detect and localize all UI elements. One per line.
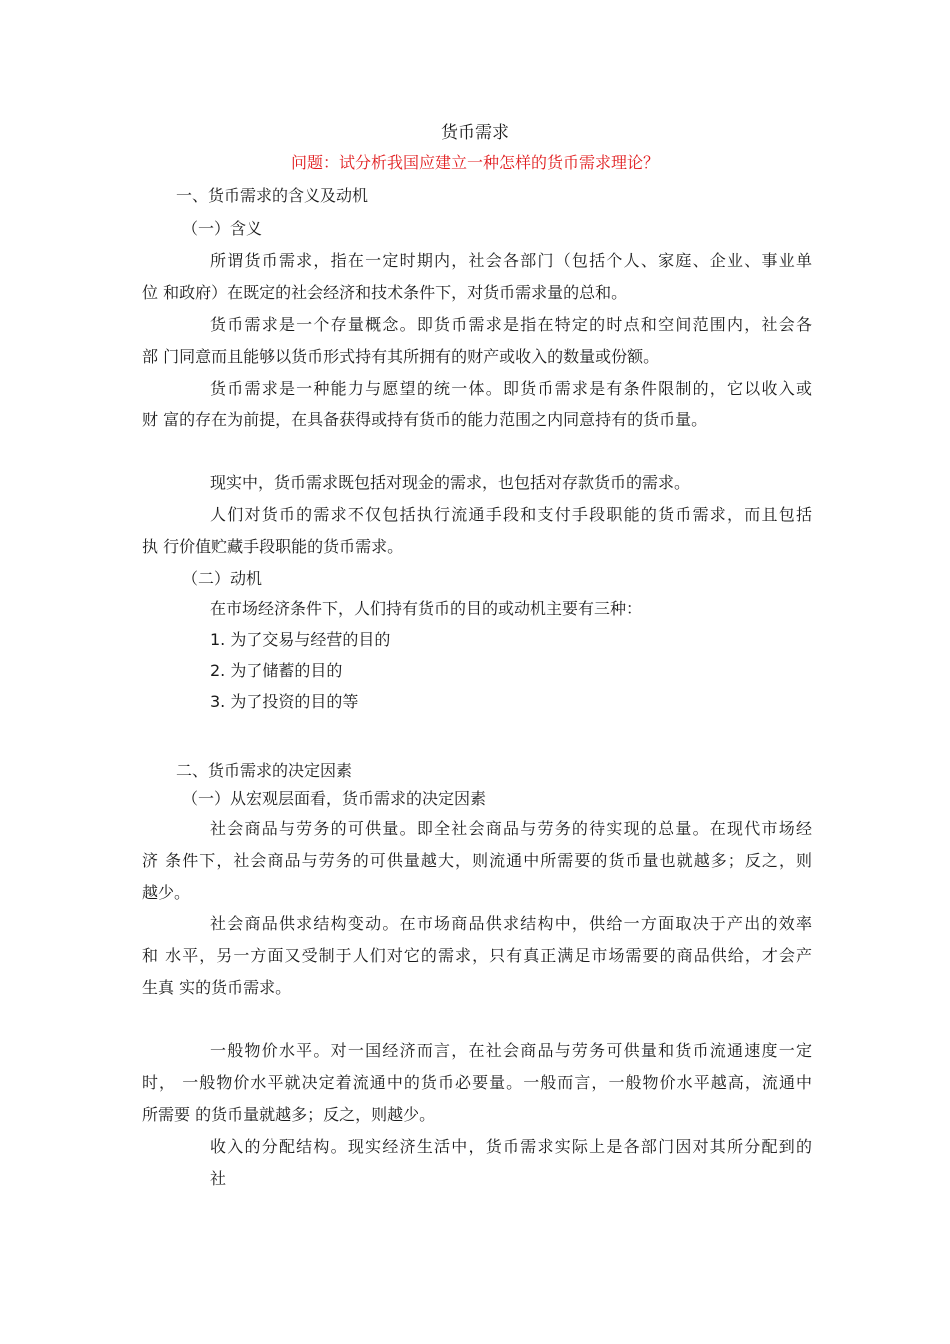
paragraph-line: 部 门同意而且能够以货币形式持有其所拥有的财产或收入的数量或份额。 (142, 347, 660, 366)
paragraph-line: 货币需求是一个存量概念。即货币需求是指在特定的时点和空间范围内，社会各 (210, 315, 812, 334)
paragraph-line: 社会商品供求结构变动。在市场商品供求结构中，供给一方面取决于产出的效率 (210, 914, 812, 933)
list-number: 1. (210, 630, 226, 649)
paragraph-line: 所谓货币需求，指在一定时期内，社会各部门（包括个人、家庭、企业、事业单 (210, 251, 812, 270)
section1-sub2-heading: （二）动机 (182, 569, 263, 588)
paragraph-line: 社会商品与劳务的可供量。即全社会商品与劳务的待实现的总量。在现代市场经 (210, 819, 812, 838)
paragraph-line: 生真 实的货币需求。 (142, 978, 292, 997)
paragraph-line: 和 水平，另一方面又受制于人们对它的需求，只有真正满足市场需要的商品供给，才会产 (142, 946, 812, 965)
list-text: 为了交易与经营的目的 (230, 630, 391, 649)
list-number: 3. (210, 692, 226, 711)
question-line: 问题：试分析我国应建立一种怎样的货币需求理论？ (290, 153, 659, 172)
list-number: 2. (210, 661, 226, 680)
paragraph-line: 财 富的存在为前提，在具备获得或持有货币的能力范围之内同意持有的货币量。 (142, 410, 708, 429)
paragraph-line: 越少。 (142, 883, 191, 902)
paragraph-line: 所需要 的货币量就越多；反之，则越少。 (142, 1105, 436, 1124)
document-title: 货币需求 (441, 123, 509, 143)
paragraph-line: 济 条件下，社会商品与劳务的可供量越大，则流通中所需要的货币量也就越多；反之，则 (142, 851, 812, 870)
section1-sub1-heading: （一）含义 (182, 219, 263, 238)
section2-sub1-heading: （一）从宏观层面看，货币需求的决定因素 (182, 789, 487, 808)
paragraph-line: 收入的分配结构。现实经济生活中，货币需求实际上是各部门因对其所分配到的 (210, 1137, 812, 1156)
paragraph-line: 社 (210, 1169, 227, 1188)
section1-heading: 一、货币需求的含义及动机 (176, 186, 369, 205)
list-item (210, 629, 390, 651)
motive-intro: 在市场经济条件下，人们持有货币的目的或动机主要有三种： (210, 599, 643, 618)
paragraph-line: 位 和政府）在既定的社会经济和技术条件下，对货币需求量的总和。 (142, 283, 628, 302)
list-item (210, 691, 358, 713)
list-text: 为了投资的目的等 (230, 692, 359, 711)
list-item (210, 660, 342, 682)
paragraph-line: 现实中，货币需求既包括对现金的需求，也包括对存款货币的需求。 (210, 473, 691, 492)
paragraph-line: 一般物价水平。对一国经济而言，在社会商品与劳务可供量和货币流通速度一定 (210, 1041, 812, 1060)
paragraph-line: 货币需求是一种能力与愿望的统一体。即货币需求是有条件限制的，它以收入或 (210, 379, 812, 398)
list-text: 为了储蓄的目的 (230, 661, 343, 680)
section2-heading: 二、货币需求的决定因素 (176, 761, 353, 780)
paragraph-line: 人们对货币的需求不仅包括执行流通手段和支付手段职能的货币需求，而且包括 (210, 505, 812, 524)
paragraph-line: 时， 一般物价水平就决定着流通中的货币必要量。一般而言，一般物价水平越高，流通中 (142, 1073, 812, 1092)
paragraph-line: 执 行价值贮藏手段职能的货币需求。 (142, 537, 404, 556)
